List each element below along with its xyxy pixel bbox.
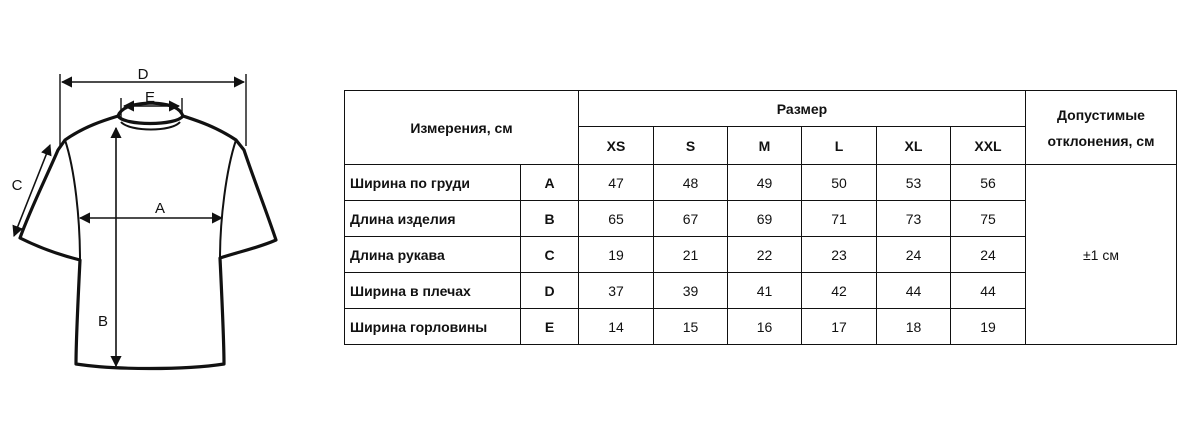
- row-name: Ширина горловины: [345, 309, 521, 345]
- table-cell: 16: [728, 309, 802, 345]
- table-cell: 14: [579, 309, 654, 345]
- size-l: L: [802, 127, 877, 165]
- table-cell: 73: [877, 201, 951, 237]
- table-cell: 24: [877, 237, 951, 273]
- table-row: [345, 165, 1177, 201]
- table-cell: 44: [951, 273, 1026, 309]
- table-cell: 44: [877, 273, 951, 309]
- table-cell: 71: [802, 201, 877, 237]
- table-cell: 18: [877, 309, 951, 345]
- table-cell: 15: [654, 309, 728, 345]
- size-xs: XS: [579, 127, 654, 165]
- row-code: E: [521, 309, 579, 345]
- label-a: A: [154, 200, 166, 217]
- tolerance-header: Допустимые отклонения, см: [1026, 91, 1177, 165]
- table-cell: 19: [951, 309, 1026, 345]
- table-cell: 49: [728, 165, 802, 201]
- size-s: S: [654, 127, 728, 165]
- row-name: Длина рукава: [345, 237, 521, 273]
- tshirt-outline: [20, 103, 276, 369]
- size-xxl: XXL: [951, 127, 1026, 165]
- label-c: C: [11, 177, 23, 194]
- row-code: A: [521, 165, 579, 201]
- table-cell: 50: [802, 165, 877, 201]
- table-cell: 47: [579, 165, 654, 201]
- table-cell: 17: [802, 309, 877, 345]
- row-code: D: [521, 273, 579, 309]
- table-cell: 48: [654, 165, 728, 201]
- table-cell: 41: [728, 273, 802, 309]
- table-cell: 39: [654, 273, 728, 309]
- size-chart-table: [344, 90, 1177, 345]
- label-e: E: [144, 89, 156, 106]
- label-b: B: [97, 313, 109, 330]
- table-cell: 56: [951, 165, 1026, 201]
- row-code: B: [521, 201, 579, 237]
- label-d: D: [137, 66, 149, 83]
- table-cell: 24: [951, 237, 1026, 273]
- table-cell: 22: [728, 237, 802, 273]
- table-cell: 19: [579, 237, 654, 273]
- table-cell: 23: [802, 237, 877, 273]
- tshirt-measurement-diagram: [0, 0, 300, 441]
- row-name: Длина изделия: [345, 201, 521, 237]
- table-cell: 75: [951, 201, 1026, 237]
- row-name: Ширина по груди: [345, 165, 521, 201]
- table-cell: 21: [654, 237, 728, 273]
- size-header: Размер: [579, 91, 1026, 127]
- table-cell: 53: [877, 165, 951, 201]
- table-cell: 37: [579, 273, 654, 309]
- table-cell: 69: [728, 201, 802, 237]
- size-xl: XL: [877, 127, 951, 165]
- table-cell: 67: [654, 201, 728, 237]
- size-m: M: [728, 127, 802, 165]
- row-code: C: [521, 237, 579, 273]
- tolerance-value: ±1 см: [1026, 165, 1177, 345]
- measurements-header: Измерения, см: [345, 91, 579, 165]
- row-name: Ширина в плечах: [345, 273, 521, 309]
- table-cell: 65: [579, 201, 654, 237]
- table-cell: 42: [802, 273, 877, 309]
